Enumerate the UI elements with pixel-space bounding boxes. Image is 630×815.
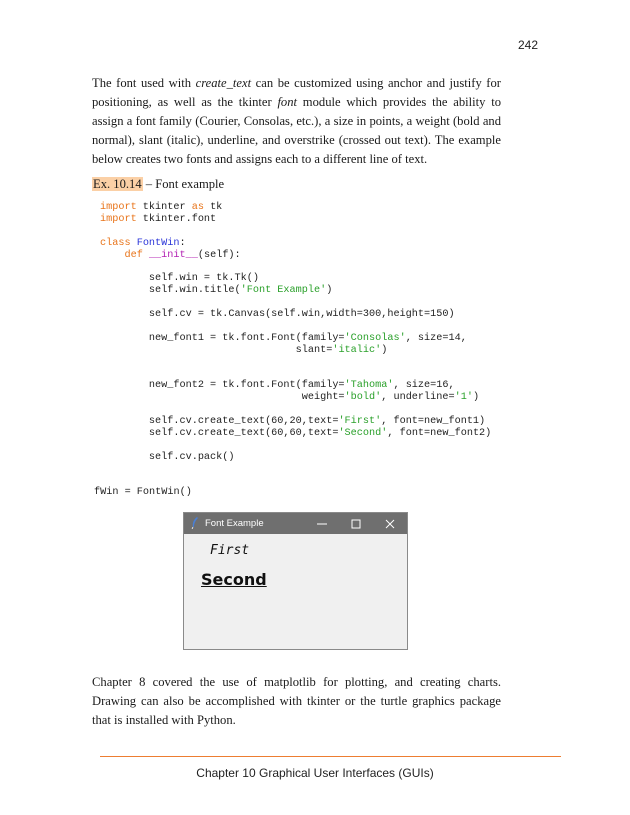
code-line: self.win = tk.Tk() [100, 273, 259, 285]
footer-rule [100, 756, 561, 757]
feather-icon [191, 517, 199, 529]
close-icon [385, 519, 395, 529]
code-line: import tkinter as tk [100, 202, 223, 213]
tk-font-example-window [183, 512, 408, 650]
maximize-icon [351, 519, 361, 529]
code-line: new_font1 = tk.font.Font(family='Consolas', size=14, [100, 332, 467, 344]
code-line: class FontWin: [100, 237, 186, 249]
code-line: self.cv.create_text(60,60,text='Second', font=new_font2) [100, 427, 492, 439]
footer-chapter-title: Chapter 10 Graphical User Interfaces (GUIs) [196, 766, 434, 780]
code-line: slant='italic') [100, 344, 388, 356]
minimize-button[interactable] [305, 513, 339, 534]
code-line: fWin = FontWin() [94, 487, 192, 499]
window-title: Font Example [205, 518, 264, 529]
page-number: 242 [517, 38, 538, 52]
maximize-button[interactable] [339, 513, 373, 534]
intro-paragraph: The font used with create_text can be customized using anchor and justify for positioning, as well as the tkinter font module which provides the ability to assign a font family (Courier, Consolas, etc.), a size in points, a weight (bold and normal), slant (italic), underline, and overstrike (crossed out text). The example below creates two fonts and assigns each to a different line of text. [92, 76, 501, 166]
code-line: self.cv.pack() [100, 451, 235, 463]
code-line: self.win.title('Font Example') [100, 285, 333, 297]
example-tag: Ex. 10.14 [93, 177, 142, 191]
canvas-text-first: First [210, 543, 250, 558]
code-line: weight='bold', underline='1') [100, 392, 480, 404]
code-line: new_font2 = tk.font.Font(family='Tahoma', size=16, [100, 380, 455, 392]
tk-canvas [184, 534, 407, 649]
window-titlebar[interactable] [184, 513, 407, 534]
code-block [94, 202, 492, 499]
minimize-icon [317, 519, 327, 529]
canvas-text-second: Second [201, 570, 267, 589]
code-line: self.cv.create_text(60,20,text='First', font=new_font1) [100, 416, 486, 428]
close-button[interactable] [373, 513, 407, 534]
example-heading: Ex. 10.14 – Font example [93, 177, 225, 191]
code-line: self.cv = tk.Canvas(self.win,width=300,height=150) [100, 309, 455, 321]
closing-paragraph: Chapter 8 covered the use of matplotlib for plotting, and creating charts. Drawing can also be accomplished with tkinter or the turtle graphics package that is installed with Python. [92, 675, 501, 727]
code-line: def __init__(self): [124, 249, 241, 261]
code-line: import tkinter.font [100, 213, 217, 225]
